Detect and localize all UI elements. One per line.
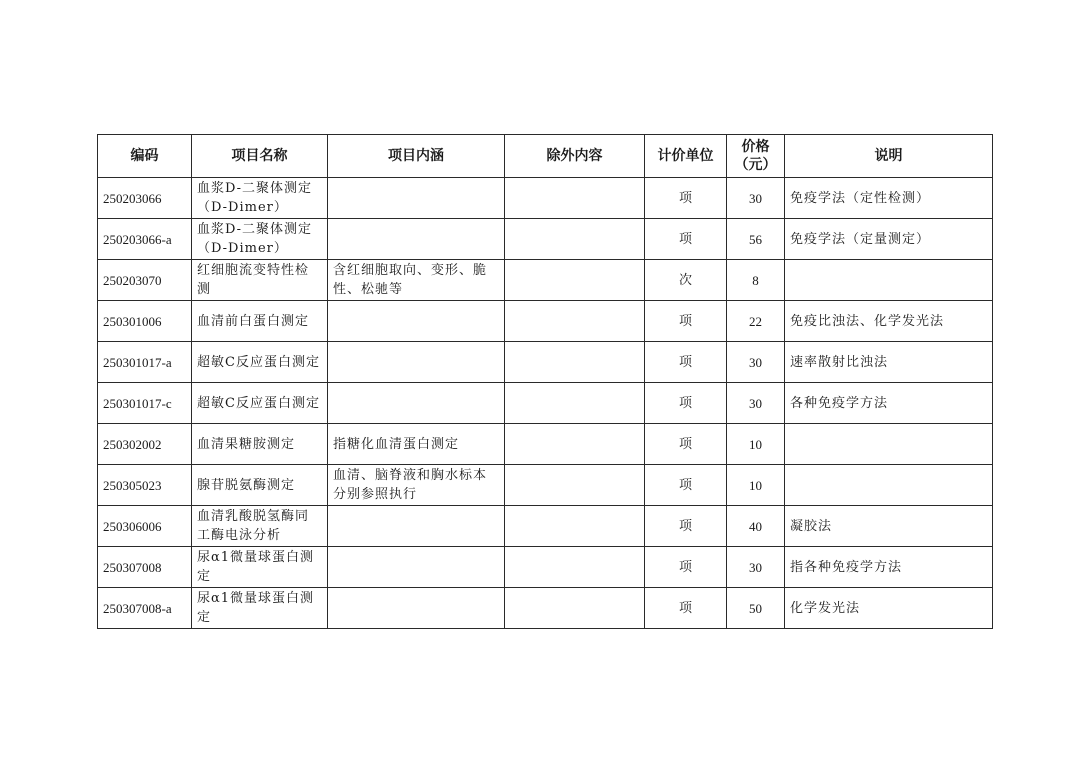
cell-exclusion — [505, 588, 645, 629]
cell-content — [328, 506, 505, 547]
cell-name: 尿α1微量球蛋白测定 — [192, 547, 328, 588]
cell-name: 血清乳酸脱氢酶同工酶电泳分析 — [192, 506, 328, 547]
cell-exclusion — [505, 465, 645, 506]
cell-exclusion — [505, 383, 645, 424]
cell-unit: 项 — [645, 383, 727, 424]
cell-exclusion — [505, 260, 645, 301]
cell-exclusion — [505, 506, 645, 547]
cell-code: 250301006 — [98, 301, 192, 342]
cell-exclusion — [505, 301, 645, 342]
cell-content — [328, 219, 505, 260]
cell-name: 血清果糖胺测定 — [192, 424, 328, 465]
cell-unit: 项 — [645, 506, 727, 547]
table-row — [98, 588, 993, 629]
cell-unit: 项 — [645, 178, 727, 219]
header-content: 项目内涵 — [328, 135, 505, 178]
cell-exclusion — [505, 178, 645, 219]
cell-name: 红细胞流变特性检测 — [192, 260, 328, 301]
cell-unit: 项 — [645, 342, 727, 383]
cell-code: 250307008 — [98, 547, 192, 588]
cell-unit: 项 — [645, 219, 727, 260]
table-row — [98, 465, 993, 506]
table-row — [98, 178, 993, 219]
cell-unit: 项 — [645, 465, 727, 506]
cell-price: 56 — [727, 219, 785, 260]
cell-code: 250301017-a — [98, 342, 192, 383]
cell-note: 免疫比浊法、化学发光法 — [785, 301, 993, 342]
cell-unit: 次 — [645, 260, 727, 301]
cell-note: 化学发光法 — [785, 588, 993, 629]
cell-exclusion — [505, 547, 645, 588]
cell-note — [785, 465, 993, 506]
cell-name: 超敏C反应蛋白测定 — [192, 342, 328, 383]
table-row — [98, 424, 993, 465]
cell-exclusion — [505, 342, 645, 383]
cell-price: 30 — [727, 178, 785, 219]
cell-price: 40 — [727, 506, 785, 547]
cell-code: 250203066 — [98, 178, 192, 219]
cell-note: 免疫学法（定性检测） — [785, 178, 993, 219]
header-code: 编码 — [98, 135, 192, 178]
cell-content: 血清、脑脊液和胸水标本分别参照执行 — [328, 465, 505, 506]
cell-code: 250305023 — [98, 465, 192, 506]
cell-name: 腺苷脱氨酶测定 — [192, 465, 328, 506]
cell-code: 250302002 — [98, 424, 192, 465]
cell-unit: 项 — [645, 588, 727, 629]
cell-content: 指糖化血清蛋白测定 — [328, 424, 505, 465]
cell-note: 凝胶法 — [785, 506, 993, 547]
header-name: 项目名称 — [192, 135, 328, 178]
cell-note — [785, 260, 993, 301]
cell-note: 速率散射比浊法 — [785, 342, 993, 383]
pricing-table — [97, 134, 993, 629]
table-row — [98, 547, 993, 588]
cell-unit: 项 — [645, 424, 727, 465]
cell-exclusion — [505, 424, 645, 465]
cell-content — [328, 588, 505, 629]
cell-price: 30 — [727, 547, 785, 588]
cell-exclusion — [505, 219, 645, 260]
table-row — [98, 383, 993, 424]
cell-price: 30 — [727, 383, 785, 424]
cell-name: 血浆D-二聚体测定（D-Dimer） — [192, 219, 328, 260]
cell-price: 30 — [727, 342, 785, 383]
cell-note: 免疫学法（定量测定） — [785, 219, 993, 260]
cell-content — [328, 547, 505, 588]
table-row — [98, 219, 993, 260]
table-row — [98, 301, 993, 342]
cell-note: 各种免疫学方法 — [785, 383, 993, 424]
cell-price: 50 — [727, 588, 785, 629]
table-header-row — [98, 135, 993, 178]
table-row — [98, 342, 993, 383]
cell-code: 250203066-a — [98, 219, 192, 260]
cell-price: 10 — [727, 465, 785, 506]
cell-name: 超敏C反应蛋白测定 — [192, 383, 328, 424]
cell-name: 血清前白蛋白测定 — [192, 301, 328, 342]
table-row — [98, 506, 993, 547]
cell-content — [328, 383, 505, 424]
cell-name: 血浆D-二聚体测定（D-Dimer） — [192, 178, 328, 219]
header-price: 价格（元） — [727, 135, 785, 178]
header-note: 说明 — [785, 135, 993, 178]
cell-note: 指各种免疫学方法 — [785, 547, 993, 588]
cell-name: 尿α1微量球蛋白测定 — [192, 588, 328, 629]
header-unit: 计价单位 — [645, 135, 727, 178]
cell-code: 250301017-c — [98, 383, 192, 424]
header-exclusion: 除外内容 — [505, 135, 645, 178]
cell-content — [328, 178, 505, 219]
cell-content — [328, 342, 505, 383]
cell-content — [328, 301, 505, 342]
cell-content: 含红细胞取向、变形、脆性、松驰等 — [328, 260, 505, 301]
table-row — [98, 260, 993, 301]
cell-unit: 项 — [645, 301, 727, 342]
cell-code: 250307008-a — [98, 588, 192, 629]
cell-note — [785, 424, 993, 465]
table-body — [98, 178, 993, 629]
cell-price: 8 — [727, 260, 785, 301]
cell-unit: 项 — [645, 547, 727, 588]
cell-code: 250203070 — [98, 260, 192, 301]
cell-price: 10 — [727, 424, 785, 465]
cell-price: 22 — [727, 301, 785, 342]
cell-code: 250306006 — [98, 506, 192, 547]
